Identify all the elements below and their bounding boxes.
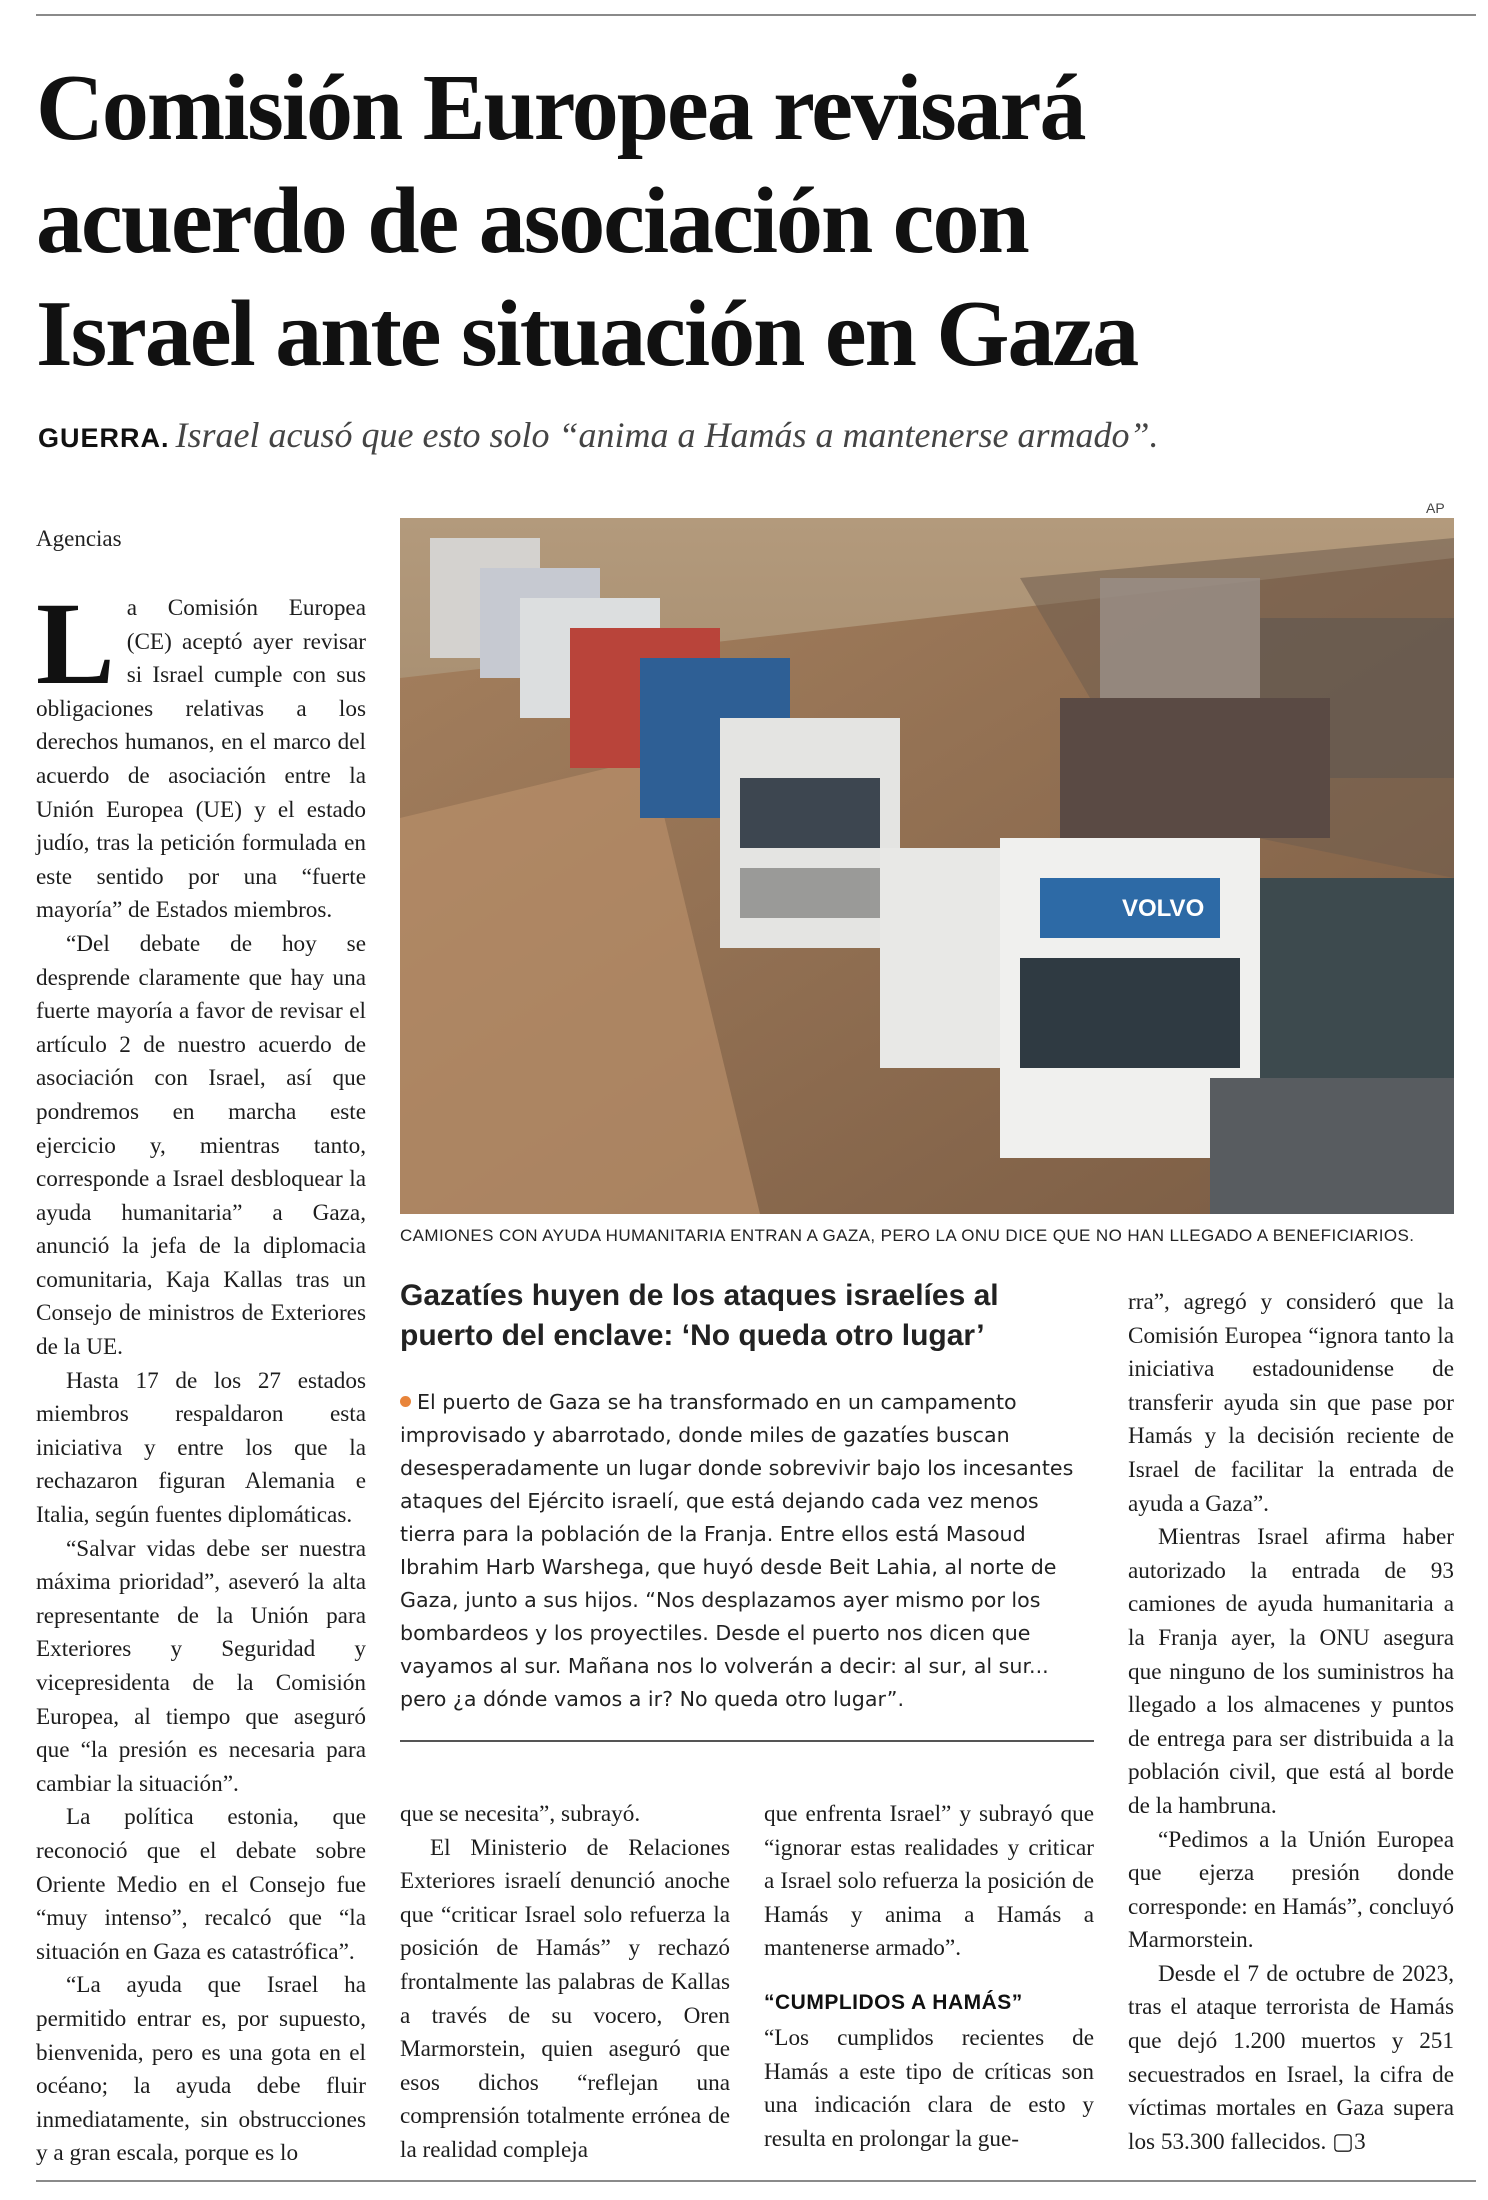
- sidebar-title: Gazatíes huyen de los ataques israelíes al puerto del enclave: ‘No queda otro lugar’: [400, 1279, 999, 1352]
- article-paragraph-9: que enfrenta Israel” y subrayó que “ignorar estas realidades y criticar a Israel solo refuerza la posición de Hamás y anima a Hamás a mantenerse armado”.: [764, 1801, 1094, 1962]
- subheadline: [38, 412, 1458, 461]
- sidebar-rule: [400, 1740, 1094, 1742]
- headline: [36, 52, 1456, 391]
- article-paragraph-13: “Pedimos a la Unión Europea que ejerza presión donde corresponde: en Hamás”, concluyó Marmorstein.: [1128, 1826, 1454, 1954]
- byline: Agencias: [36, 526, 122, 551]
- article-paragraph-2: “Del debate de hoy se desprende claramente que hay una fuerte mayoría a favor de revisar el artículo 2 de nuestro acuerdo de asociación con Israel, así que pondremos en marcha este ejercicio y, mientras tanto, corresponde a Israel desbloquear la ayuda humanitaria” a Gaza, anunció la jefa de la diplomacia comunitaria, Kaja Kallas tras un Consejo de ministros de Exteriores de la UE.: [36, 930, 366, 1361]
- article-paragraph-11: rra”, agregó y consideró que la Comisión Europea “ignora tanto la iniciativa estadounidense de transferir ayuda sin que pase por Hamás y la decisión reciente de Israel de facilitar la entrada de ayuda a Gaza”.: [1128, 1289, 1454, 1517]
- article-paragraph-10: “Los cumplidos recientes de Hamás a este tipo de críticas son una indicación clara de esto y resulta en prolongar la gue-: [764, 2024, 1094, 2152]
- headline-line-2: acuerdo de asociación con: [36, 169, 1028, 273]
- section-kicker: GUERRA.: [38, 423, 170, 453]
- article-paragraph-4: “Salvar vidas debe ser nuestra máxima prioridad”, aseveró la alta representante de la Unión para Exteriores y Seguridad y vicepresidenta de la Comisión Europea, al tiempo que aseguró que “la presión es necesaria para cambiar la situación”.: [36, 1535, 366, 1797]
- photo-credit: AP: [1426, 500, 1445, 516]
- article-column-2: [400, 1798, 730, 2168]
- article-paragraph-8: El Ministerio de Relaciones Exteriores israelí denunció anoche que “criticar Israel solo refuerza la posición de Hamás” y rechazó frontalmente las palabras de Kallas a través de su vocero, Oren Marmorstein, quien aseguró que esos dichos “reflejan una comprensión totalmente errónea de la realidad compleja: [400, 1834, 730, 2163]
- article-paragraph-12: Mientras Israel afirma haber autorizado la entrada de 93 camiones de ayuda humanitaria a la Franja ayer, la ONU asegura que ninguno de los suministros ha llegado a los almacenes y puntos de entrega para ser distribuida a la población civil, que está al borde de la hambruna.: [1128, 1524, 1454, 1819]
- photo-caption: CAMIONES CON AYUDA HUMANITARIA ENTRAN A GAZA, PERO LA ONU DICE QUE NO HAN LLEGADO A BENEFICIARIOS.: [400, 1226, 1415, 1245]
- sidebar-body-text: El puerto de Gaza se ha transformado en un campamento improvisado y abarrotado, donde miles de gazatíes buscan desesperadamente un lugar donde sobrevivir bajo los incesantes ataques del Ejército israelí, que está dejando cada vez menos tierra para la población de la Franja. Entre ellos está Masoud Ibrahim Harb Warshega, que huyó desde Beit Lahia, al norte de Gaza, junto a sus hijos. “Nos desplazamos ayer mismo por los bombardeos y los proyectiles. Desde el puerto nos dicen que vayamos al sur. Mañana nos lo volverán a decir: al sur, al sur... pero ¿a dónde vamos a ir? No queda otro lugar”.: [400, 1390, 1074, 1711]
- sidebar-body: [400, 1386, 1094, 1716]
- bottom-rule: [36, 2180, 1476, 2182]
- article-paragraph-1: a Comisión Europea (CE) aceptó ayer revisar si Israel cumple con sus obligaciones relativas a los derechos humanos, en el marco del acuerdo de asociación entre la Unión Europea (UE) y el estado judío, tras la petición formulada en este sentido por una “fuerte mayoría” de Estados miembros.: [36, 595, 366, 924]
- article-paragraph-7: que se necesita”, subrayó.: [400, 1801, 641, 1827]
- bullet-icon: [400, 1396, 411, 1407]
- article-column-1: [36, 578, 366, 2171]
- article-subheading: “CUMPLIDOS A HAMÁS”: [764, 1990, 1023, 2014]
- news-photo: [400, 518, 1454, 1214]
- aid-trucks-photo: [400, 518, 1454, 1214]
- article-paragraph-14: Desde el 7 de octubre de 2023, tras el ataque terrorista de Hamás que dejó 1.200 muertos y 251 secuestrados en Israel, la cifra de víctimas mortales en Gaza supera los 53.300 fallecidos.: [1128, 1960, 1454, 2155]
- top-rule: [36, 14, 1476, 16]
- dropcap: L: [36, 578, 115, 709]
- headline-line-1: Comisión Europea revisará: [36, 56, 1085, 160]
- article-paragraph-3: Hasta 17 de los 27 estados miembros respaldaron esta iniciativa y entre los que la rechazaron figuran Alemania e Italia, según fuentes diplomáticas.: [36, 1367, 366, 1529]
- article-paragraph-6: “La ayuda que Israel ha permitido entrar es, por supuesto, bienvenida, pero es una gota en el océano; la ayuda debe fluir inmediatamente, sin obstrucciones y a gran escala, porque es lo: [36, 1972, 366, 2167]
- article-column-3: [764, 1798, 1094, 2156]
- article-paragraph-5: La política estonia, que reconoció que el debate sobre Oriente Medio en el Consejo fue “muy intenso”, recalcó que “la situación en Gaza es catastrófica”.: [36, 1804, 366, 1965]
- truck-brand-label: VOLVO: [1122, 895, 1205, 922]
- end-mark: ▢3: [1332, 2128, 1366, 2155]
- headline-line-3: Israel ante situación en Gaza: [36, 282, 1138, 386]
- deck: Israel acusó que esto solo “anima a Hamás a mantenerse armado”.: [175, 415, 1159, 455]
- article-column-4: [1128, 1286, 1454, 2159]
